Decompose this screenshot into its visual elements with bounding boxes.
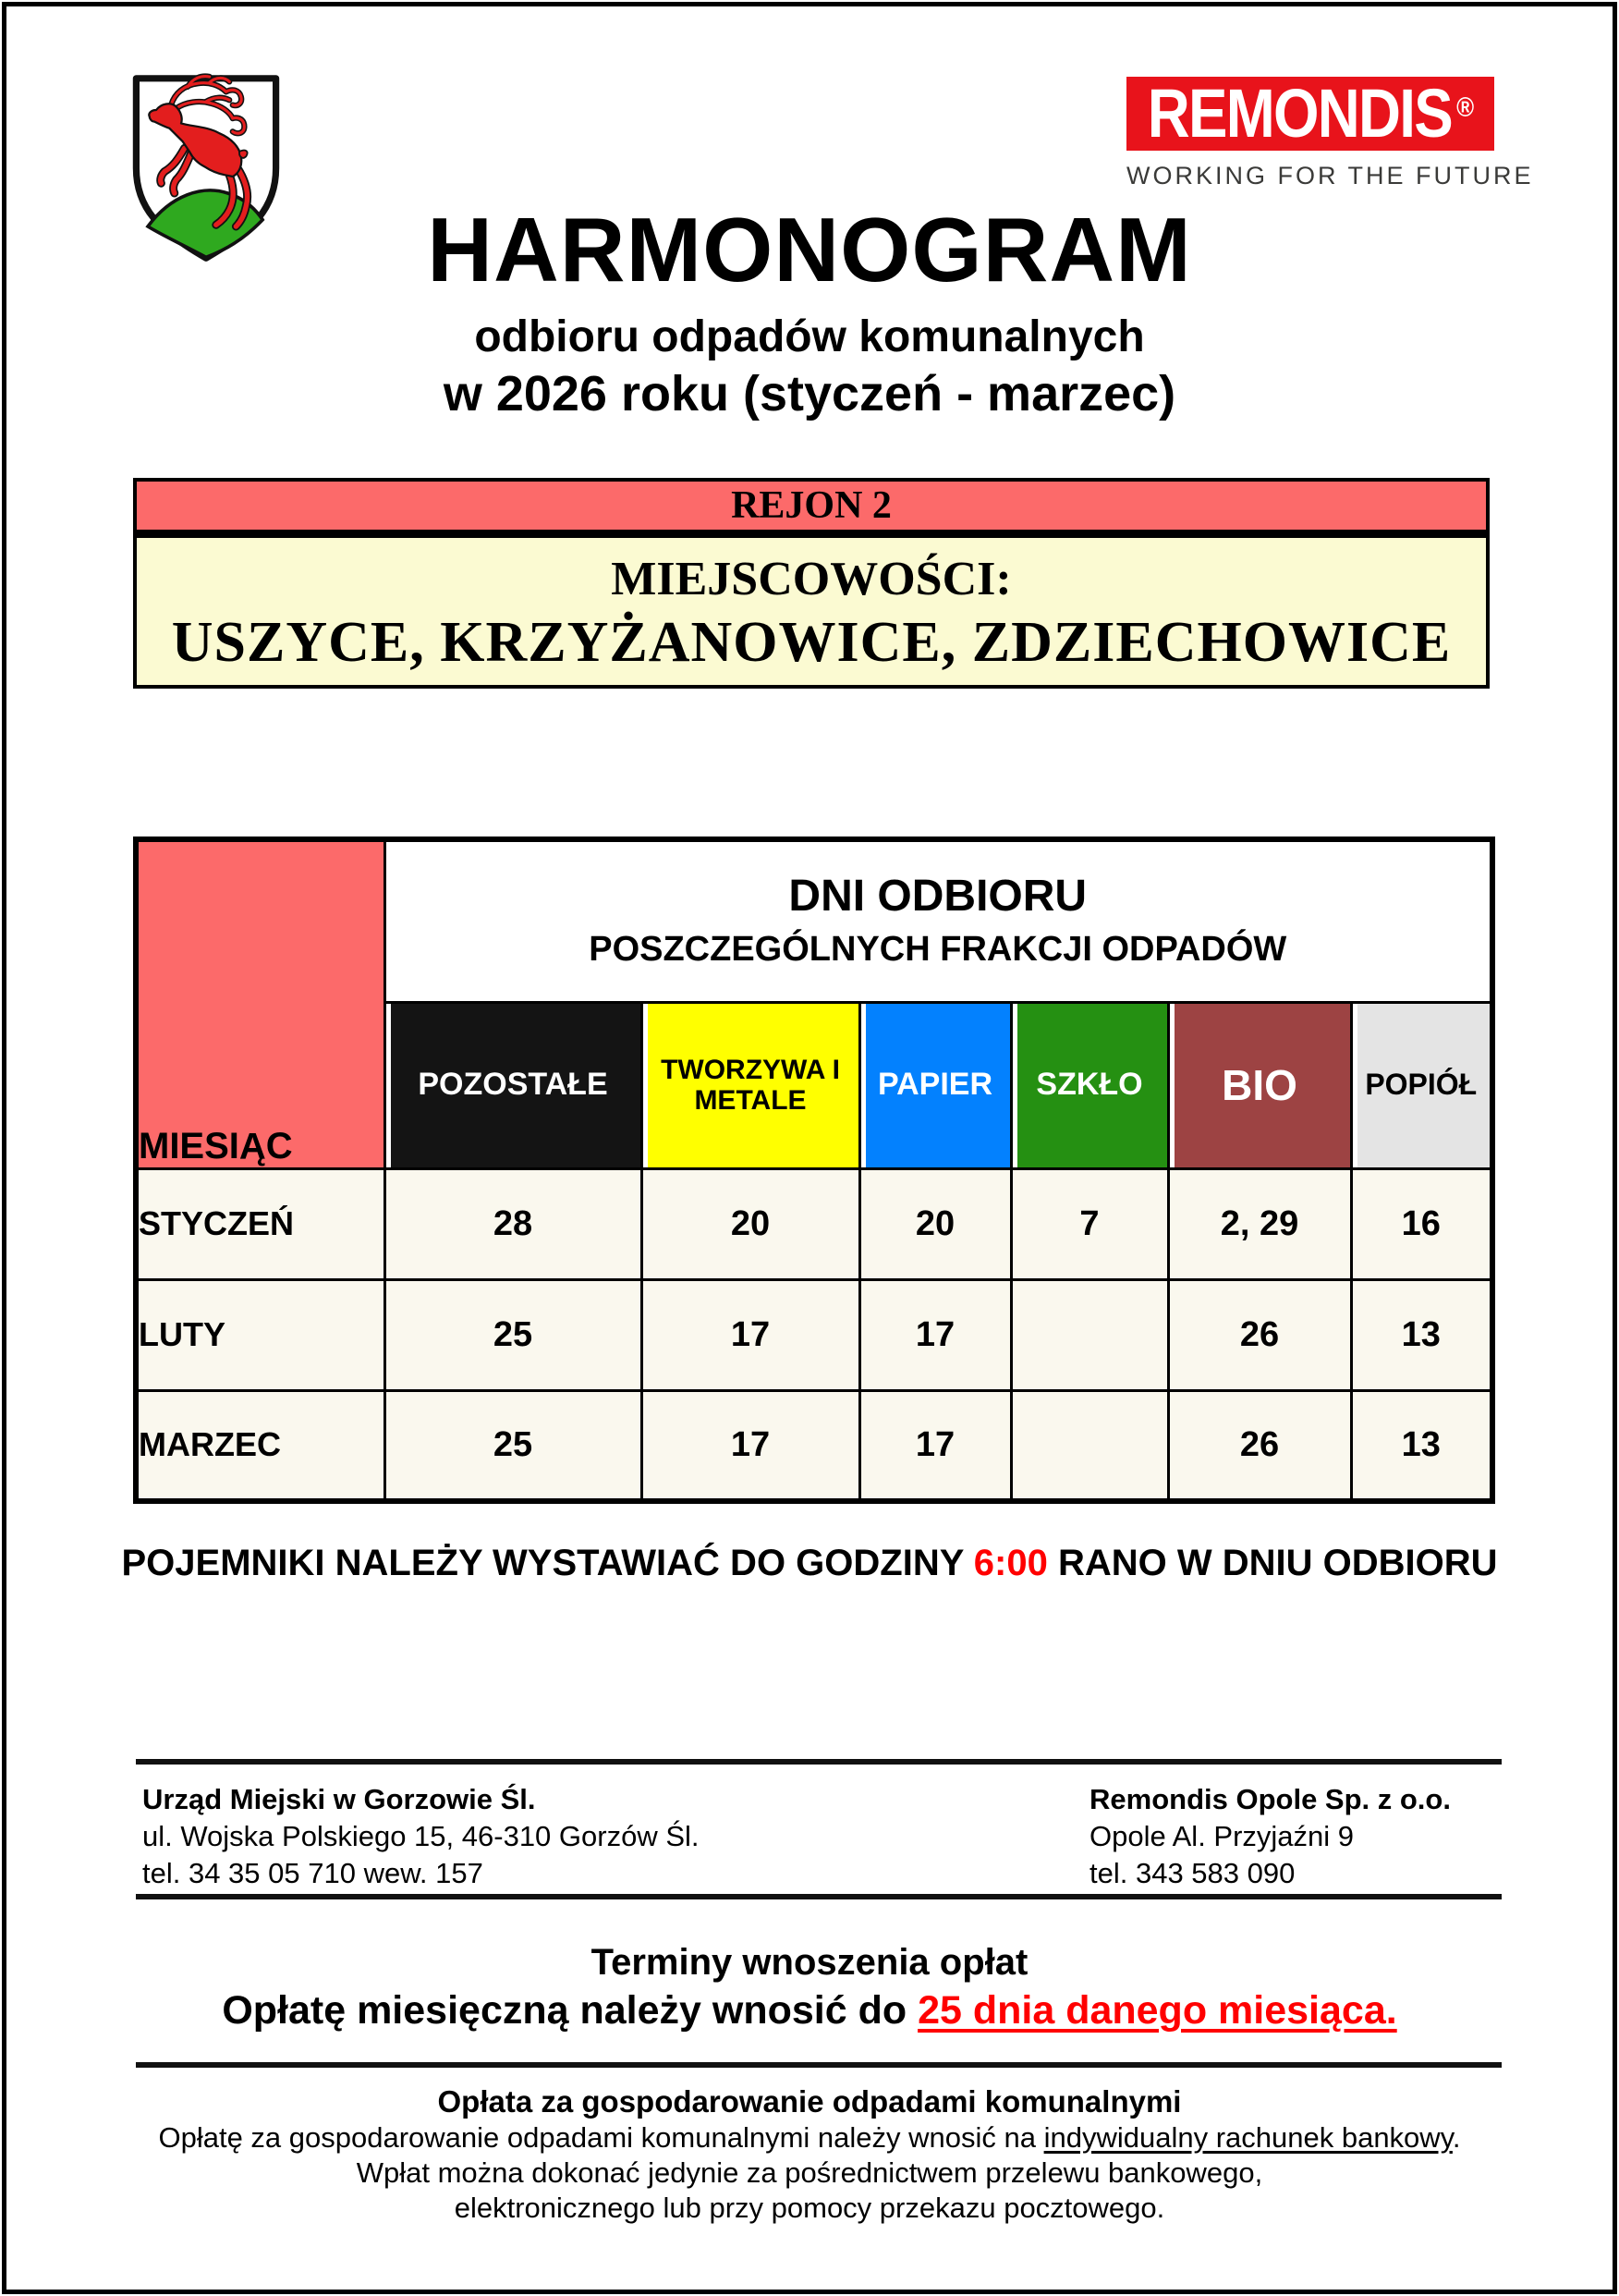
day-cell: 16: [1351, 1168, 1492, 1279]
divider: [136, 2062, 1502, 2068]
day-cell: [1011, 1279, 1168, 1390]
containers-note-suffix: RANO W DNIU ODBIORU: [1047, 1543, 1498, 1583]
remondis-wordmark: REMONDIS ®: [1147, 75, 1474, 152]
page-title: HARMONOGRAM: [427, 199, 1192, 300]
contact-name: Remondis Opole Sp. z o.o.: [1089, 1783, 1451, 1815]
day-cell: 17: [641, 1279, 859, 1390]
localities-box: [133, 533, 1490, 689]
fraction-header-papier: PAPIER: [859, 1002, 1011, 1168]
month-label: STYCZEŃ: [136, 1168, 384, 1279]
poster-page: [2, 2, 1617, 2294]
contact-address: Opole Al. Przyjaźni 9: [1089, 1820, 1355, 1852]
fraction-header-pozostale: POZOSTAŁE: [384, 1002, 641, 1168]
day-cell: 17: [641, 1390, 859, 1501]
day-cell: 26: [1168, 1279, 1351, 1390]
fraction-header-tworzywa-i-metale: TWORZYWA I METALE: [641, 1002, 859, 1168]
day-cell: 2, 29: [1168, 1168, 1351, 1279]
fee-line-2: Wpłat można dokonać jedynie za pośrednictwem przelewu bankowego,: [356, 2156, 1263, 2189]
table-row: [136, 1168, 1492, 1279]
fraction-header-popiol: POPIÓŁ: [1351, 1002, 1492, 1168]
collection-days-header-line1: DNI ODBIORU: [788, 872, 1088, 922]
day-cell: 17: [859, 1390, 1011, 1501]
containers-note-time: 6:00: [973, 1543, 1048, 1583]
day-cell: 25: [384, 1279, 641, 1390]
day-cell: 28: [384, 1168, 641, 1279]
contact-remondis: [1089, 1781, 1451, 1892]
fee-line-1-underlined: indywidualny rachunek bankowy: [1043, 2121, 1453, 2154]
collection-days-header-line2: POSZCZEGÓLNYCH FRAKCJI ODPADÓW: [589, 930, 1287, 970]
fee-line-1-suffix: .: [1452, 2121, 1461, 2154]
region-banner: REJON 2: [133, 478, 1490, 533]
contact-phone: tel. 34 35 05 710 wew. 157: [142, 1857, 483, 1889]
contact-address: ul. Wojska Polskiego 15, 46-310 Gorzów Śl.: [142, 1820, 700, 1852]
day-cell: 20: [641, 1168, 859, 1279]
page-subtitle-2: w 2026 roku (styczeń - marzec): [443, 366, 1176, 421]
containers-note: [6, 1543, 1613, 1584]
month-label: LUTY: [136, 1279, 384, 1390]
divider: [136, 1759, 1502, 1765]
fee-heading: Opłata za gospodarowanie odpadami komunalnymi: [437, 2084, 1182, 2119]
day-cell: [1011, 1390, 1168, 1501]
collection-days-header: [384, 839, 1492, 1002]
month-label: MARZEC: [136, 1390, 384, 1501]
table-row: [136, 1390, 1492, 1501]
contact-city-office: [142, 1781, 700, 1892]
divider: [136, 1894, 1502, 1899]
localities-names: USZYCE, KRZYŻANOWICE, ZDZIECHOWICE: [171, 611, 1452, 675]
day-cell: 7: [1011, 1168, 1168, 1279]
localities-heading: MIEJSCOWOŚCI:: [611, 553, 1012, 605]
monthly-payment-deadline: 25 dnia danego miesiąca.: [918, 1988, 1397, 2033]
fraction-header-szklo: SZKŁO: [1011, 1002, 1168, 1168]
day-cell: 25: [384, 1390, 641, 1501]
fee-line-3: elektronicznego lub przy pomocy przekazu pocztowego.: [454, 2192, 1165, 2224]
remondis-logo: [1126, 75, 1534, 190]
fraction-header-bio: BIO: [1168, 1002, 1351, 1168]
remondis-logo-box: [1126, 77, 1494, 151]
day-cell: 17: [859, 1279, 1011, 1390]
schedule-table: [133, 837, 1495, 1504]
payment-terms-heading: Terminy wnoszenia opłat: [590, 1942, 1029, 1983]
fee-line-1-prefix: Opłatę za gospodarowanie odpadami komunalnymi należy wnosić na: [158, 2121, 1044, 2154]
containers-note-prefix: POJEMNIKI NALEŻY WYSTAWIAĆ DO GODZINY: [121, 1543, 974, 1583]
contact-name: Urząd Miejski w Gorzowie Śl.: [142, 1783, 536, 1815]
monthly-payment-line: [6, 1988, 1613, 2033]
month-column-header: MIESIĄC: [136, 839, 384, 1168]
contact-phone: tel. 343 583 090: [1089, 1857, 1296, 1889]
day-cell: 13: [1351, 1390, 1492, 1501]
remondis-tagline: WORKING FOR THE FUTURE: [1126, 162, 1534, 189]
day-cell: 26: [1168, 1390, 1351, 1501]
schedule-section: [133, 837, 1495, 1504]
fee-line-1: [6, 2121, 1613, 2155]
monthly-payment-prefix: Opłatę miesięczną należy wnosić do: [222, 1988, 919, 2033]
table-row: [136, 1279, 1492, 1390]
page-subtitle-1: odbioru odpadów komunalnych: [474, 312, 1145, 361]
day-cell: 13: [1351, 1279, 1492, 1390]
day-cell: 20: [859, 1168, 1011, 1279]
registered-trademark-icon: ®: [1455, 92, 1474, 123]
